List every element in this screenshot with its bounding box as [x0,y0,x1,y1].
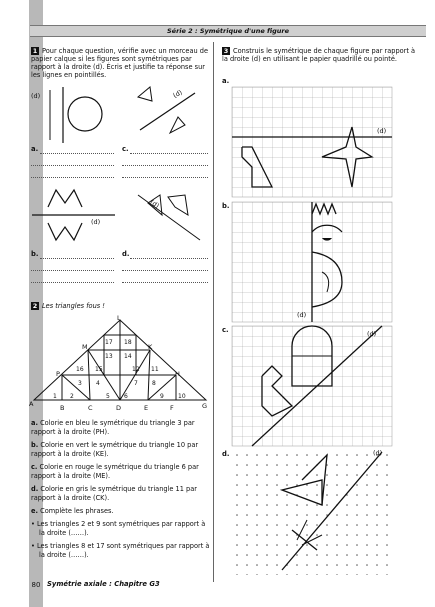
ex1-axis-label-a: (d) [31,92,41,100]
triangle-number: 17 [105,339,113,346]
dot-grid-figure-d [232,450,392,575]
point-E: E [144,404,149,412]
ex3-label-b: b. [222,202,230,210]
answer-line[interactable] [31,164,114,166]
triangle-number: 6 [124,393,128,400]
question-c: c. Colorie en rouge le symétrique du triangle 6 par rapport à la droite (ME). [31,463,199,480]
ex3-axis-label-b: (d) [297,311,307,319]
triangle-number: 16 [76,366,84,373]
exercise-2-questions [31,419,211,560]
ex3-label-d: d. [222,450,230,458]
exercise-3-instructions: Construis le symétrique de chaque figure par rapport à la droite (d) en utilisant le papier quadrillé ou pointé. [222,47,416,63]
point-P: P [56,370,60,378]
triangle-number: 11 [151,366,159,373]
ex1-label-b: b. [31,250,39,258]
ex1-axis-label-d: (d) [148,198,161,210]
triangle-number: 15 [95,366,103,373]
answer-line[interactable] [40,152,114,154]
ex3-axis-label-a: (d) [377,127,387,135]
chapter-footer: Symétrie axiale : Chapitre G3 [47,580,160,588]
ex3-axis-label-d: (d) [373,449,383,457]
grid-figure-b [232,202,392,322]
point-H: H [175,370,180,378]
ex3-axis-label-c: (d) [367,330,377,338]
triangle-number: 3 [78,380,82,387]
column-divider [213,42,214,582]
answer-line[interactable] [130,152,208,154]
ex3-label-a: a. [222,77,230,85]
answer-line[interactable] [122,176,208,178]
question-a: a. Colorie en bleu le symétrique du triangle 3 par rapport à la droite (PH). [31,419,195,436]
triangle-number: 5 [106,393,110,400]
triangle-number: 4 [96,380,100,387]
grid-figure-a [232,87,392,197]
grid-figure-c [232,326,392,446]
point-M: M [82,343,88,351]
point-B: B [60,404,65,412]
triangle-number: 7 [134,380,138,387]
triangle-number: 18 [124,339,132,346]
answer-line[interactable] [31,281,114,283]
ex1-axis-label-b: (d) [91,218,101,226]
answer-line[interactable] [122,281,208,283]
point-F: F [170,404,174,412]
series-title: Série 2 : Symétrique d'une figure [166,27,289,35]
triangle-number: 10 [178,393,186,400]
exercise-2-title: Les triangles fous ! [42,302,105,310]
triangle-number: 1 [53,393,57,400]
answer-line[interactable] [31,269,114,271]
ex1-label-a: a. [31,145,39,153]
exercise-2-number: 2 [32,302,38,310]
answer-line[interactable] [122,164,208,166]
point-G: G [202,402,208,410]
exercise-3-text-block [222,47,422,63]
exercise-1-number: 1 [32,47,38,55]
exercise-1-figures-bottom [30,185,210,245]
triangle-number: 13 [105,353,113,360]
bullet-1: • Les triangles 2 et 9 sont symétriques par rapport à la droite (……). [31,520,206,537]
point-D: D [116,404,122,412]
triangle-number: 2 [70,393,74,400]
series-header [30,25,426,37]
triangle-number: 12 [132,366,140,373]
exercise-2-heading [31,302,105,310]
point-C: C [88,404,93,412]
question-b: b. Colorie en vert le symétrique du triangle 10 par rapport à la droite (KE). [31,441,199,458]
answer-line[interactable] [31,176,114,178]
question-e: e. Complète les phrases. [31,507,114,515]
answer-line[interactable] [122,269,208,271]
point-A: A [29,400,34,408]
point-K: K [148,343,153,351]
ex1-label-d: d. [122,250,130,258]
ex1-axis-label-c: (d) [171,88,184,100]
question-d: d. Colorie en gris le symétrique du triangle 11 par rapport à la droite (CK). [31,485,197,502]
bullet-2: • Les triangles 8 et 17 sont symétriques par rapport à la droite (……). [31,542,210,559]
triangle-number: 8 [152,380,156,387]
ex3-label-c: c. [222,326,229,334]
answer-line[interactable] [130,257,208,259]
triangle-number: 9 [160,393,164,400]
ex1-label-c: c. [122,145,129,153]
exercise-1-instructions: Pour chaque question, vérifie avec un morceau de papier calque si les figures sont symétriques par rapport à la droite (d). Écris et justifie ta réponse sur les lignes en pointillés. [31,47,209,79]
exercise-3-number: 3 [223,47,229,55]
triangle-number: 14 [124,353,132,360]
exercise-1-text-block [31,47,209,79]
point-L: L [117,314,121,322]
answer-line[interactable] [40,257,114,259]
page-number: 80 [31,581,41,589]
